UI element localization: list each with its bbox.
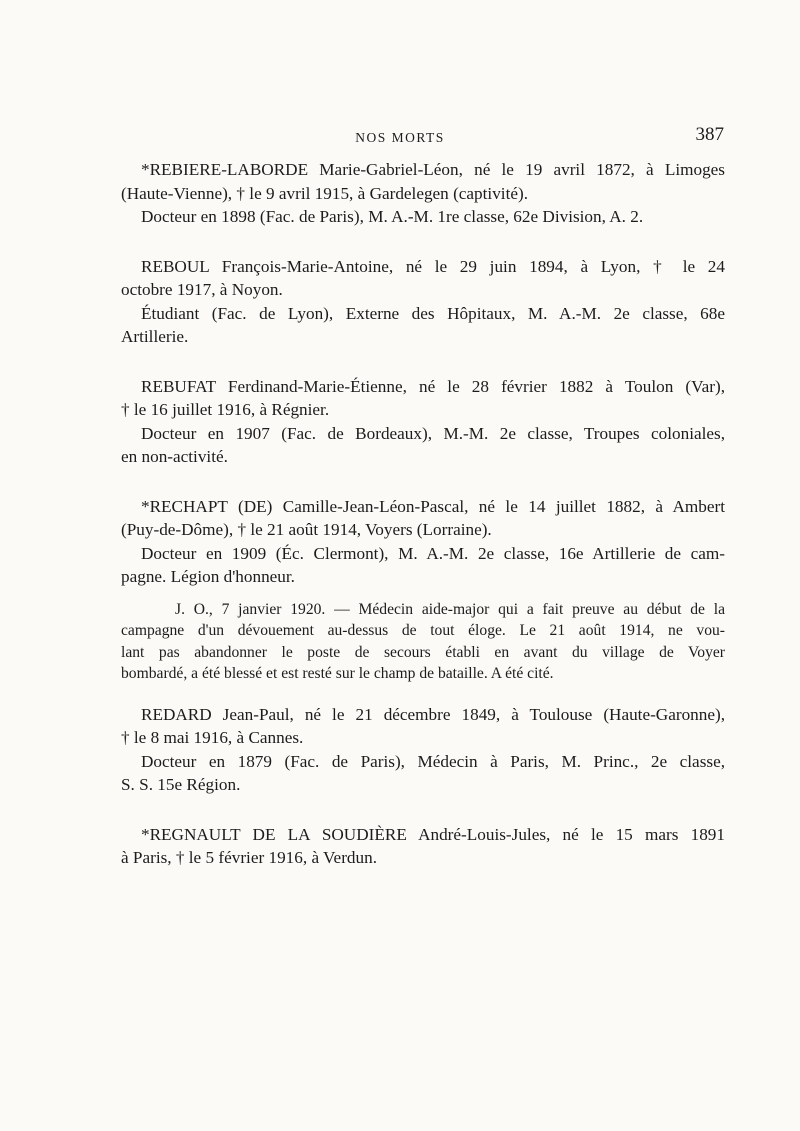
page-header	[0, 120, 800, 150]
entry-line: † le 8 mai 1916, à Cannes.	[121, 728, 304, 747]
entry-line: Artillerie.	[121, 327, 189, 346]
running-title: NOS MORTS	[355, 130, 445, 145]
entry-line: † le 16 juillet 1916, à Régnier.	[121, 400, 330, 419]
entry-line: S. S. 15e Région.	[121, 775, 241, 794]
entry-line: (Haute-Vienne), † le 9 avril 1915, à Gardelegen (captivité).	[121, 183, 528, 203]
entry-line: en non-activité.	[121, 447, 228, 466]
entry-regnault-de-la-soudiere	[121, 823, 725, 870]
entry-line: (Puy-de-Dôme), † le 21 août 1914, Voyers (Lorraine).	[121, 520, 492, 539]
entry-line: REBOUL François-Marie-Antoine, né le 29 juin 1894, à Lyon, † le 24	[141, 256, 725, 276]
citation-line: bombardé, a été blessé et est resté sur le champ de bataille. A été cité.	[121, 665, 554, 682]
entry-line: *RECHAPT (DE) Camille-Jean-Léon-Pascal, né le 14 juillet 1882, à Ambert	[141, 496, 725, 516]
entry-rechapt	[121, 495, 725, 685]
citation-line: campagne d'un dévouement au-dessus de tout éloge. Le 21 août 1914, ne vou-	[121, 622, 725, 639]
page-number: 387	[695, 124, 724, 145]
entry-rebiere-laborde	[121, 158, 725, 229]
entry-line: Docteur en 1909 (Éc. Clermont), M. A.-M. 2e classe, 16e Artillerie de cam-	[141, 543, 725, 563]
entry-rebufat	[121, 375, 725, 469]
citation-line: lant pas abandonner le poste de secours établi en avant du village de Voyer	[121, 643, 725, 661]
entry-line: Docteur en 1907 (Fac. de Bordeaux), M.-M. 2e classe, Troupes coloniales,	[141, 423, 725, 443]
entry-line: Docteur en 1898 (Fac. de Paris), M. A.-M. 1re classe, 62e Division, A. 2.	[141, 207, 644, 226]
obituary-list	[121, 158, 725, 896]
citation-line: J. O., 7 janvier 1920. — Médecin aide-major qui a fait preuve au début de la	[175, 600, 725, 618]
entry-line: pagne. Légion d'honneur.	[121, 567, 295, 586]
entry-redard	[121, 703, 725, 797]
entry-reboul	[121, 255, 725, 349]
entry-line: *REBIERE-LABORDE Marie-Gabriel-Léon, né le 19 avril 1872, à Limoges	[141, 160, 725, 179]
entry-line: Étudiant (Fac. de Lyon), Externe des Hôpitaux, M. A.-M. 2e classe, 68e	[141, 303, 725, 323]
entry-line: octobre 1917, à Noyon.	[121, 280, 283, 299]
entry-line: Docteur en 1879 (Fac. de Paris), Médecin à Paris, M. Princ., 2e classe,	[141, 751, 725, 771]
citation-journal-officiel	[121, 599, 725, 685]
entry-line: *REGNAULT DE LA SOUDIÈRE André-Louis-Jules, né le 15 mars 1891	[141, 824, 725, 844]
entry-line: à Paris, † le 5 février 1916, à Verdun.	[121, 848, 377, 867]
entry-line: REBUFAT Ferdinand-Marie-Étienne, né le 28 février 1882 à Toulon (Var),	[141, 376, 725, 396]
entry-line: REDARD Jean-Paul, né le 21 décembre 1849, à Toulouse (Haute-Garonne),	[141, 704, 725, 724]
